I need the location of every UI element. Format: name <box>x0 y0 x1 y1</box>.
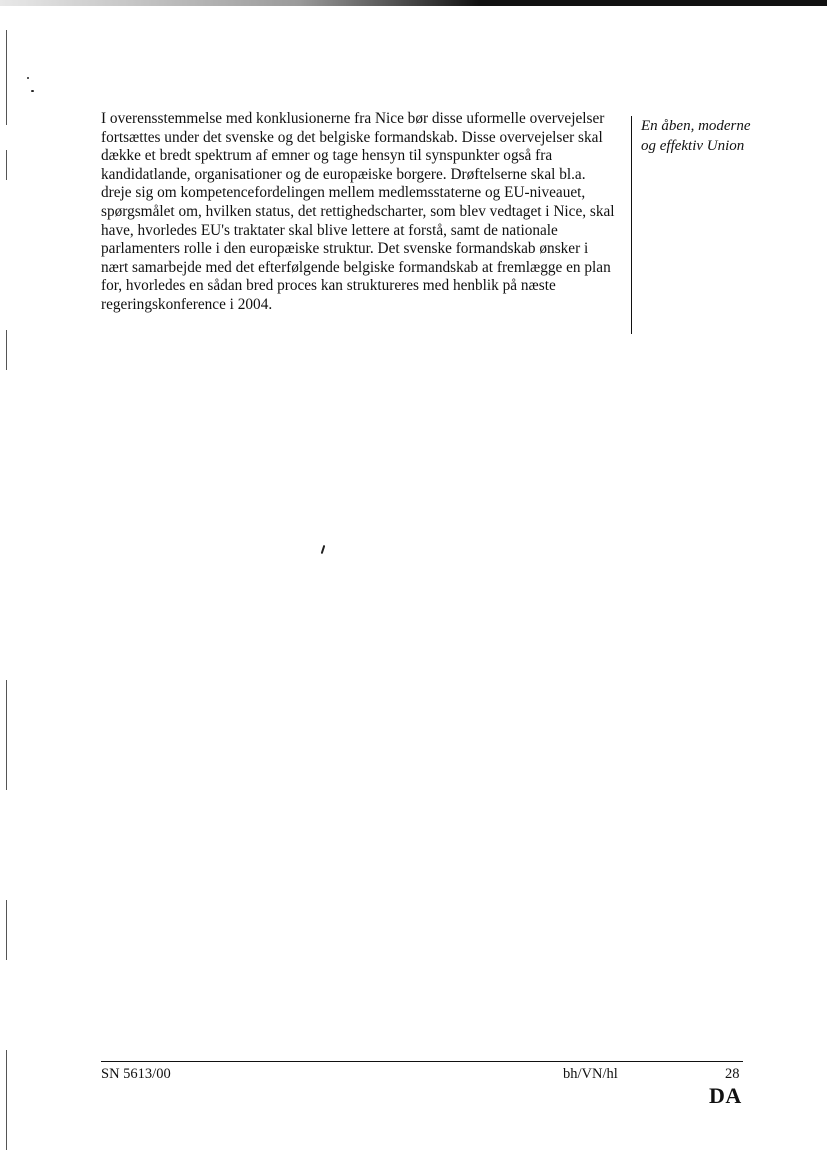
margin-rule <box>631 116 632 334</box>
scan-speck <box>27 77 29 79</box>
author-initials: bh/VN/hl <box>563 1066 618 1082</box>
scan-speck <box>321 545 326 554</box>
scan-edge-mark <box>6 330 7 370</box>
scan-edge-mark <box>6 1050 7 1150</box>
scan-edge-mark <box>6 30 7 125</box>
document-reference: SN 5613/00 <box>101 1066 171 1082</box>
margin-note: En åben, moderne og effektiv Union <box>641 118 751 154</box>
footer-rule <box>101 1061 743 1062</box>
scan-edge-mark <box>6 680 7 790</box>
scan-speck <box>31 90 34 92</box>
language-code: DA <box>709 1083 742 1108</box>
scan-edge-mark <box>6 900 7 960</box>
page-number: 28 <box>725 1066 740 1082</box>
body-paragraph: I overensstemmelse med konklusionerne fra Nice bør disse uformelle overvejelser fortsættes under det svenske og det belgiske formandskab. Disse overvejelser skal dække et bredt spektrum af emner og tage hensyn til synspunkter også fra kandidatlande, organisationer og de europæiske borgere. Drøftelserne skal bl.a. dreje sig om kompetencefordelingen mellem medlemsstaterne og EU-niveauet, spørgsmålet om, hvilken status, det rettighedscharter, som blev vedtaget i Nice, skal have, hvorledes EU's traktater skal blive lettere at forstå, samt de nationale parlamenters rolle i den europæiske struktur. Det svenske formandskab ønsker i nært samarbejde med det efterfølgende belgiske formandskab at fremlægge en plan for, hvorledes en sådan bred proces kan struktureres med henblik på næste regeringskonference i 2004. <box>101 110 615 313</box>
top-scan-edge <box>0 0 827 6</box>
scan-edge-mark <box>6 150 7 180</box>
